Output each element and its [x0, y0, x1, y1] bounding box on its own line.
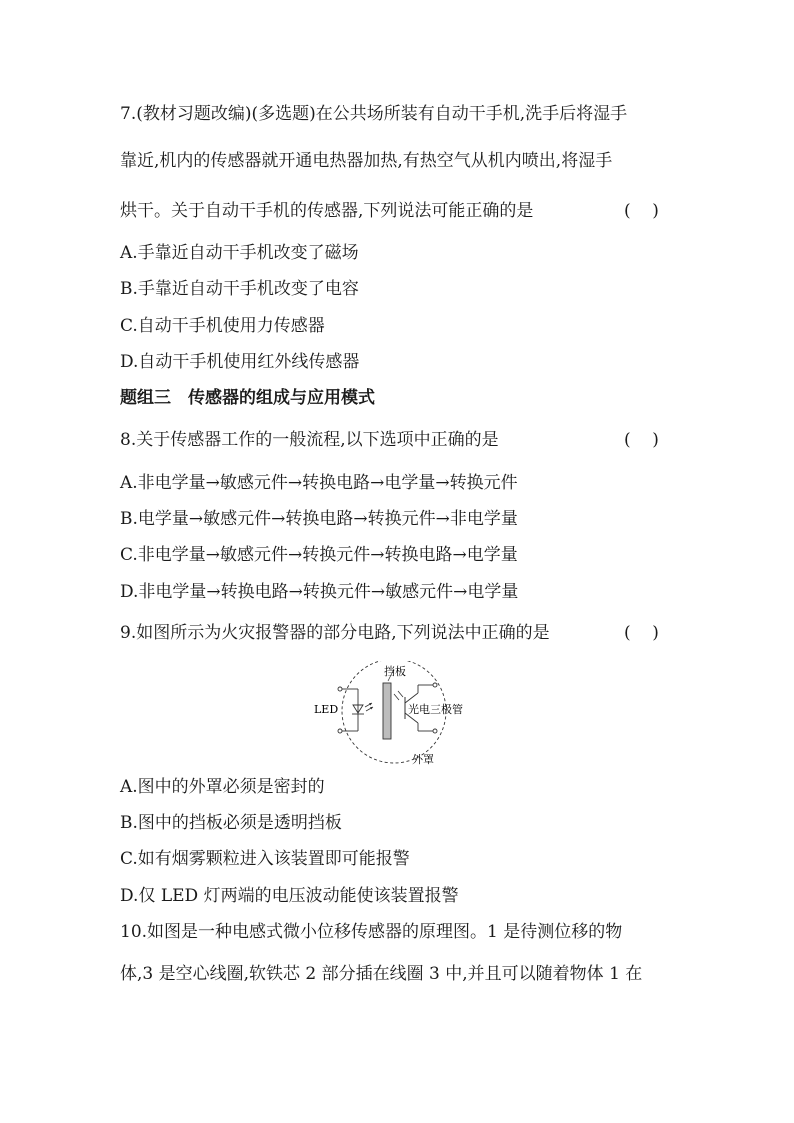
fire-alarm-circuit-diagram	[306, 661, 496, 765]
q9-option-b: B.图中的挡板必须是透明挡板	[120, 813, 342, 833]
q8-option-c: C.非电学量→敏感元件→转换元件→转换电路→电学量	[120, 545, 518, 565]
q9-stem: 9.如图所示为火灾报警器的部分电路,下列说法中正确的是	[120, 623, 550, 643]
q7-stem-line3: 烘干。关于自动干手机的传感器,下列说法可能正确的是	[120, 201, 534, 221]
q7-stem-line2: 靠近,机内的传感器就开通电热器加热,有热空气从机内喷出,将湿手	[120, 151, 613, 171]
baffle	[383, 683, 391, 739]
label-outer-cover: 外罩	[412, 753, 434, 765]
q7-option-d: D.自动干手机使用红外线传感器	[120, 352, 360, 372]
led-symbol	[352, 703, 373, 714]
section-heading: 题组三 传感器的组成与应用模式	[120, 388, 375, 408]
q9-option-c: C.如有烟雾颗粒进入该装置即可能报警	[120, 849, 410, 869]
label-led: LED	[314, 703, 339, 716]
q7-option-b: B.手靠近自动干手机改变了电容	[120, 279, 359, 299]
q9-option-a: A.图中的外罩必须是密封的	[120, 777, 325, 797]
q8-stem: 8.关于传感器工作的一般流程,以下选项中正确的是	[120, 430, 499, 450]
q7-option-c: C.自动干手机使用力传感器	[120, 316, 325, 336]
q7-answer-blank: ( )	[624, 201, 659, 221]
q10-stem-line1: 10.如图是一种电感式微小位移传感器的原理图。1 是待测位移的物	[120, 922, 623, 942]
q9-option-d: D.仅 LED 灯两端的电压波动能使该装置报警	[120, 886, 459, 906]
q8-option-b: B.电学量→敏感元件→转换电路→转换元件→非电学量	[120, 509, 518, 529]
q9-answer-blank: ( )	[624, 623, 659, 643]
q8-answer-blank: ( )	[624, 430, 659, 450]
label-phototransistor: 光电三极管	[408, 703, 463, 716]
q10-stem-line2: 体,3 是空心线圈,软铁芯 2 部分插在线圈 3 中,并且可以随着物体 1 在	[120, 964, 643, 984]
q7-option-a: A.手靠近自动干手机改变了磁场	[120, 243, 359, 263]
q8-option-a: A.非电学量→敏感元件→转换电路→电学量→转换元件	[120, 473, 518, 493]
q7-stem-line1: 7.(教材习题改编)(多选题)在公共场所装有自动干手机,洗手后将湿手	[120, 104, 628, 124]
label-baffle: 挡板	[384, 665, 406, 678]
q8-option-d: D.非电学量→转换电路→转换元件→敏感元件→电学量	[120, 582, 519, 602]
